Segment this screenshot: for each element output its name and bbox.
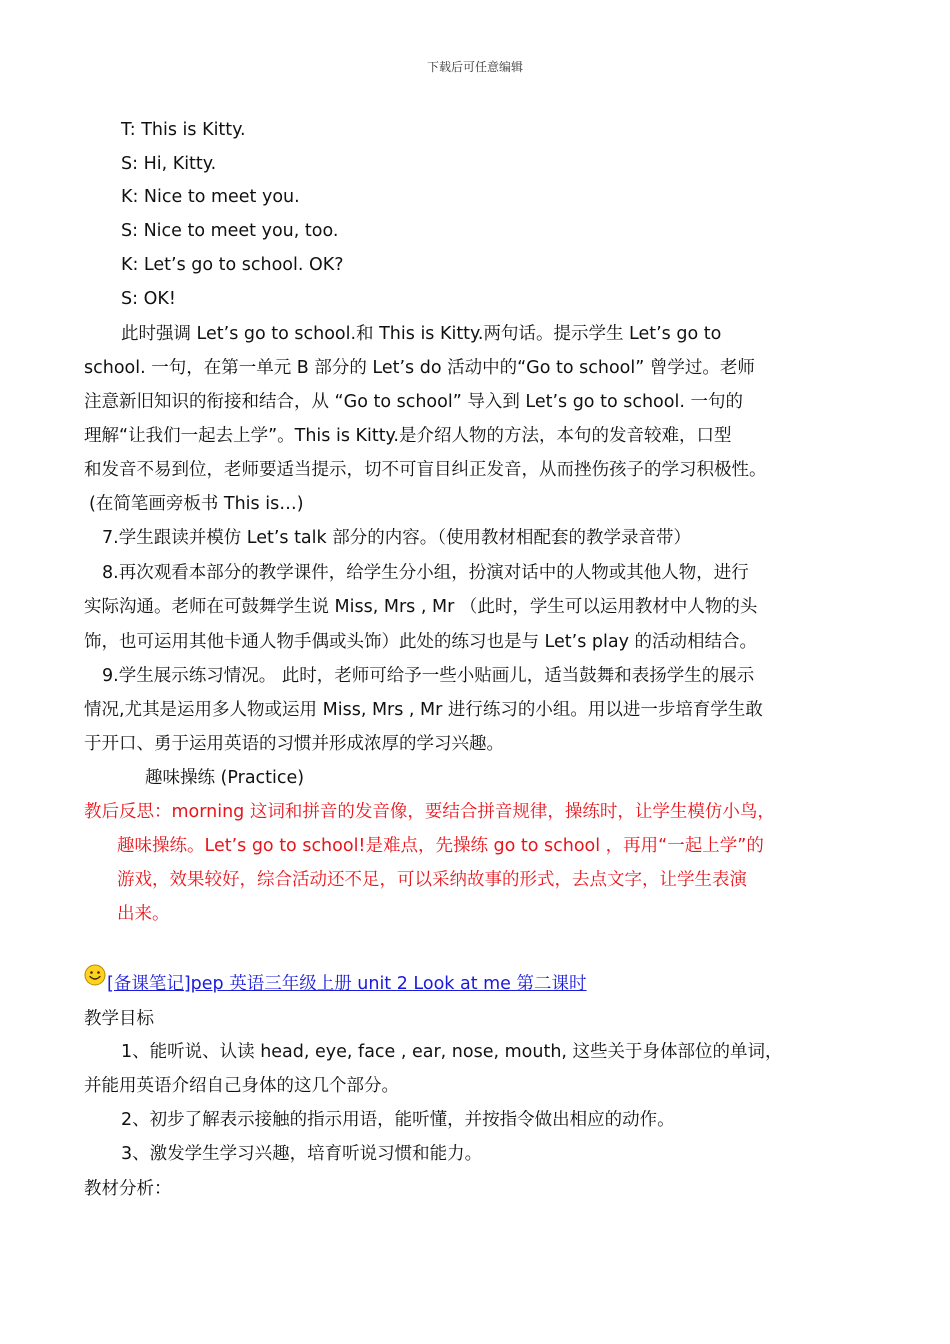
paragraph-line: 注意新旧知识的衔接和结合，从 “Go to school” 导入到 Let’s go to school. 一句的 xyxy=(84,392,743,412)
step-8-line: 实际沟通。老师在可鼓舞学生说 Miss, Mrs , Mr （此时，学生可以运用教材中人物的头 xyxy=(84,597,758,617)
practice-heading: 趣味操练 (Practice) xyxy=(145,768,305,788)
reflection-line: 出来。 xyxy=(117,904,170,924)
step-9-line: 情况,尤其是运用多人物或运用 Miss, Mrs , Mr 进行练习的小组。用以进一步培育学生敢 xyxy=(84,700,763,720)
dialogue-line: K: Let’s go to school. OK? xyxy=(121,255,344,275)
reflection-line: 游戏，效果较好，综合活动还不足，可以采纳故事的形式，去点文字，让学生表演 xyxy=(117,870,747,890)
step-8-line: 8.再次观看本部分的教学课件，给学生分小组，扮演对话中的人物或其他人物，进行 xyxy=(102,563,749,583)
dialogue-line: S: Nice to meet you, too. xyxy=(121,221,339,241)
paragraph-line: (在简笔画旁板书 This is…) xyxy=(89,494,304,514)
objective-line: 并能用英语介绍自己身体的这几个部分。 xyxy=(84,1076,399,1096)
objective-line: 3、激发学生学习兴趣，培育听说习惯和能力。 xyxy=(121,1144,483,1164)
paragraph-line: 和发音不易到位，老师要适当提示，切不可盲目纠正发音，从而挫伤孩子的学习积极性。 xyxy=(84,460,767,480)
paragraph-line: 此时强调 Let’s go to school.和 This is Kitty.两句话。提示学生 Let’s go to xyxy=(121,324,722,344)
paragraph-line: school. 一句，在第一单元 B 部分的 Let’s do 活动中的“Go to school” 曾学过。老师 xyxy=(84,358,755,378)
step-9-line: 9.学生展示练习情况。 此时，老师可给予一些小贴画儿，适当鼓舞和表扬学生的展示 xyxy=(102,666,755,686)
dialogue-line: K: Nice to meet you. xyxy=(121,187,300,207)
objective-line: 1、能听说、认读 head, eye, face , ear, nose, mouth, 这些关于身体部位的单词， xyxy=(121,1042,783,1062)
objectives-heading: 教学目标 xyxy=(84,1009,154,1029)
smiley-icon xyxy=(84,964,106,986)
lesson-link[interactable]: [备课笔记]pep 英语三年级上册 unit 2 Look at me 第二课时 xyxy=(107,974,587,994)
dialogue-line: S: Hi, Kitty. xyxy=(121,154,217,174)
dialogue-line: S: OK! xyxy=(121,289,176,309)
paragraph-line: 理解“让我们一起去上学”。This is Kitty.是介绍人物的方法，本句的发音较难，口型 xyxy=(84,426,732,446)
step-8-line: 饰，也可运用其他卡通人物手偶或头饰）此处的练习也是与 Let’s play 的活动相结合。 xyxy=(84,632,757,652)
step-9-line: 于开口、勇于运用英语的习惯并形成浓厚的学习兴趣。 xyxy=(84,734,504,754)
objective-line: 2、初步了解表示接触的指示用语，能听懂，并按指令做出相应的动作。 xyxy=(121,1110,675,1130)
reflection-line: 教后反思：morning 这词和拼音的发音像，要结合拼音规律，操练时，让学生模仿小鸟， xyxy=(84,802,775,822)
dialogue-line: T: This is Kitty. xyxy=(121,120,246,140)
reflection-line: 趣味操练。Let’s go to school!是难点，先操练 go to school ，再用“一起上学”的 xyxy=(117,836,764,856)
step-7: 7.学生跟读并模仿 Let’s talk 部分的内容。（使用教材相配套的教学录音带） xyxy=(102,528,691,548)
page-header: 下载后可任意编辑 xyxy=(426,60,523,74)
analysis-heading: 教材分析： xyxy=(84,1179,172,1199)
